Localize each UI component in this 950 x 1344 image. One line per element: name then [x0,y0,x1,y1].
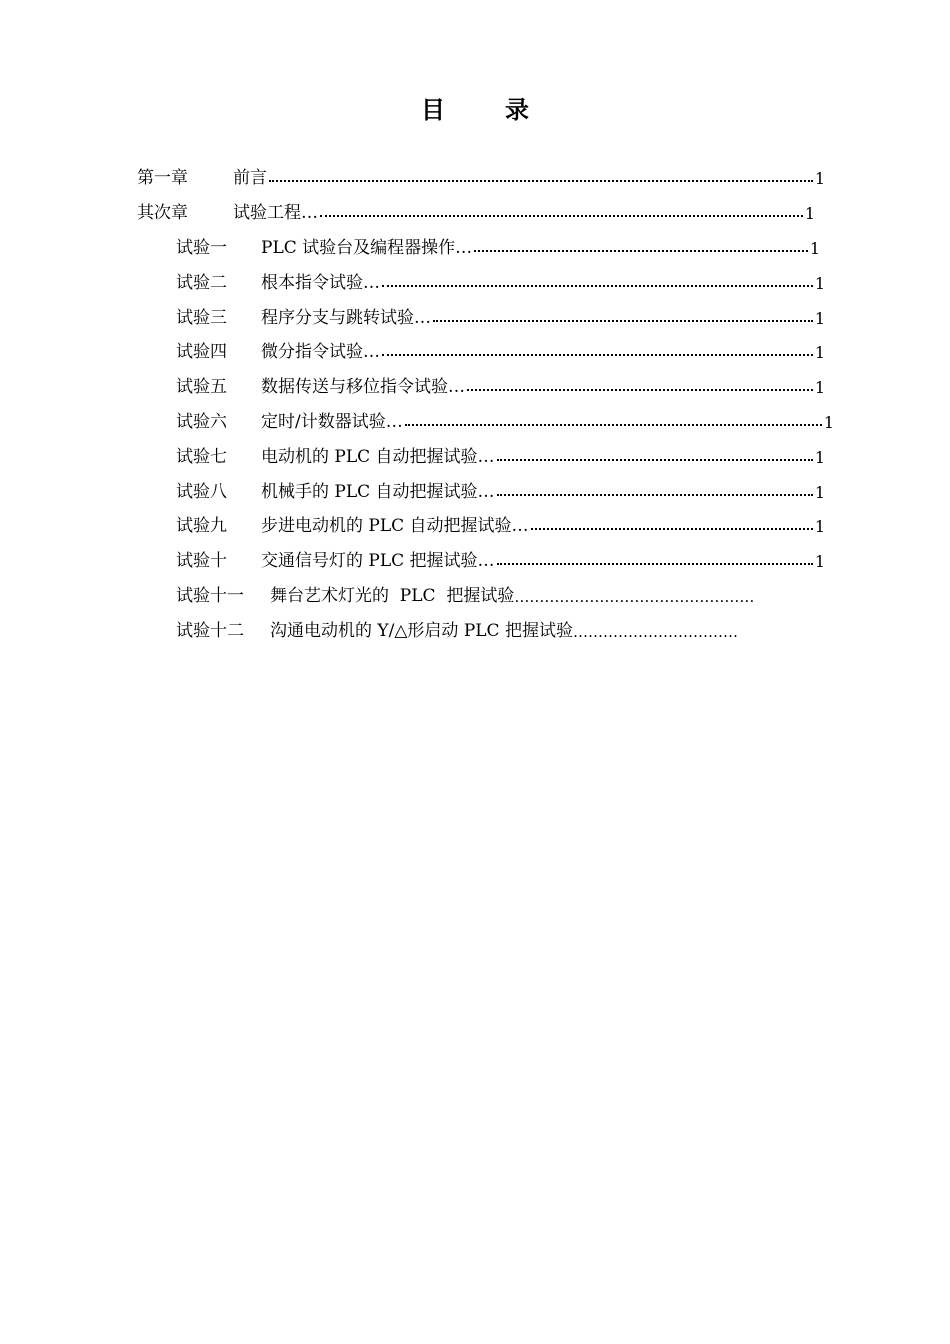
toc-entry-experiment-9[interactable] [176,510,825,536]
toc-entry-chapter-2[interactable] [137,197,815,223]
toc-title: 数据传送与移位指令试验… [261,377,465,397]
toc-entry-experiment-10[interactable] [176,545,825,571]
toc-label: 试验四 [176,342,227,362]
dot-leader [269,180,813,182]
toc-label: 试验二 [176,273,227,293]
dot-leader [497,494,813,496]
toc-label: 试验十一 [176,586,244,606]
toc-label: 试验九 [176,516,227,536]
toc-entry-experiment-1[interactable] [176,232,820,258]
toc-entry-chapter-1[interactable] [137,162,825,188]
page-title [0,90,950,125]
toc-entry-experiment-12[interactable] [176,615,816,641]
dot-leader [531,528,813,530]
dot-leader [497,459,813,461]
toc-title: 程序分支与跳转试验… [261,308,431,328]
toc-page-number: 1 [814,274,825,293]
toc-page-number: 1 [804,204,815,223]
toc-entry-experiment-5[interactable] [176,371,825,397]
toc-label: 第一章 [137,168,188,188]
toc-label: 试验六 [176,412,227,432]
dot-leader: …………………………… [572,623,738,641]
dot-leader [320,215,803,217]
toc-label: 试验十二 [176,621,244,641]
toc-title: 微分指令试验… [261,342,380,362]
dot-leader [382,354,813,356]
toc-page-number: 1 [814,552,825,571]
toc-title: 舞台艺术灯光的 PLC 把握试验 [270,586,515,606]
dot-leader [467,389,813,391]
dot-leader [433,320,813,322]
dot-leader [382,285,813,287]
toc-label: 试验五 [176,377,227,397]
toc-page-number: 1 [814,483,825,502]
toc-label: 试验三 [176,308,227,328]
toc-title: PLC 试验台及编程器操作… [261,238,473,258]
dot-leader [497,563,813,565]
toc-page-number: 1 [814,517,825,536]
page-title-char-1: 目 [421,95,445,124]
toc-title: 步进电动机的 PLC 自动把握试验… [261,516,529,536]
toc-entry-experiment-2[interactable] [176,267,825,293]
toc-page-number: 1 [814,343,825,362]
toc-entry-experiment-8[interactable] [176,476,825,502]
toc-title: 电动机的 PLC 自动把握试验… [261,447,495,467]
toc-label: 试验十 [176,551,227,571]
toc-entry-experiment-3[interactable] [176,302,825,328]
toc-title: 根本指令试验… [261,273,380,293]
toc-page-number: 1 [814,378,825,397]
toc-page-number: 1 [814,448,825,467]
dot-leader [405,424,822,426]
toc-entry-experiment-7[interactable] [176,441,825,467]
toc-title: 机械手的 PLC 自动把握试验… [261,482,495,502]
toc-label: 试验一 [176,238,227,258]
toc-title: 前言 [233,168,267,188]
page-title-char-2: 录 [505,95,529,124]
toc-label: 其次章 [137,203,188,223]
toc-label: 试验七 [176,447,227,467]
dot-leader [474,250,808,252]
toc-page-number: 1 [814,169,825,188]
toc-page-number: 1 [809,239,820,258]
toc-title: 交通信号灯的 PLC 把握试验… [261,551,495,571]
toc-entry-experiment-6[interactable] [176,406,834,432]
toc-entry-experiment-11[interactable] [176,580,816,606]
toc-label: 试验八 [176,482,227,502]
toc-entry-experiment-4[interactable] [176,336,825,362]
toc-page-number: 1 [814,309,825,328]
toc-title: 试验工程… [233,203,318,223]
toc-page-number: 1 [823,413,834,432]
toc-title: 定时/计数器试验… [261,412,403,432]
dot-leader: ………………………………………… [514,588,755,606]
toc-title: 沟通电动机的 Y/△形启动 PLC 把握试验 [270,621,573,641]
